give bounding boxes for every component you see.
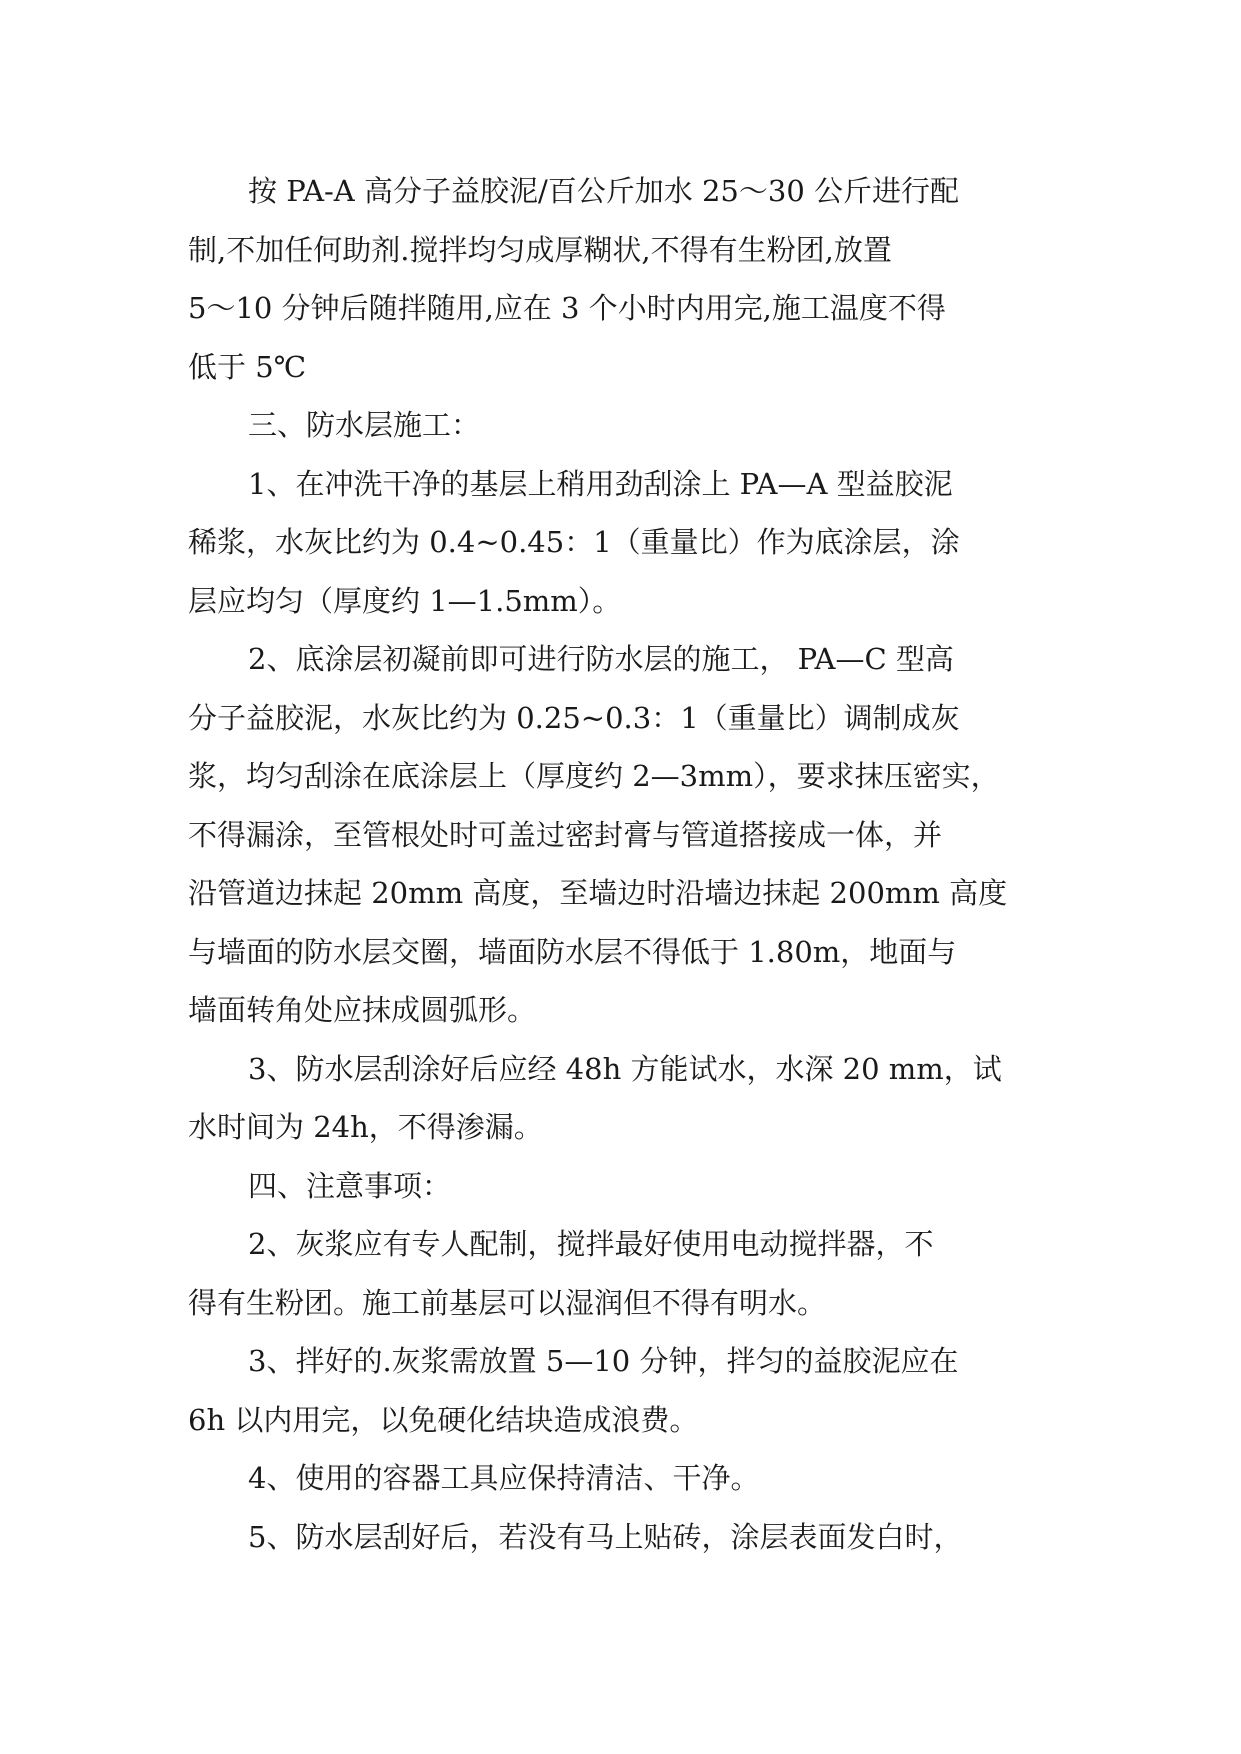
text-line: 沿管道边抹起 20mm 高度，至墙边时沿墙边抹起 200mm 高度 xyxy=(188,876,1008,910)
text-line: 墙面转角处应抹成圆弧形。 xyxy=(188,993,537,1027)
paragraph-precaution-2 xyxy=(188,1215,1056,1332)
paragraph-step-2 xyxy=(188,630,1056,1040)
heading-text: 三、防水层施工： xyxy=(248,408,481,442)
text-line: 3、拌好的.灰浆需放置 5—10 分钟，拌匀的益胶泥应在 xyxy=(248,1344,959,1378)
section-heading-waterproof-construction xyxy=(188,396,1056,455)
text-line: 浆，均匀刮涂在底涂层上（厚度约 2—3mm），要求抹压密实， xyxy=(188,759,1000,793)
text-line: 5～10 分钟后随拌随用,应在 3 个小时内用完,施工温度不得 xyxy=(188,291,946,325)
paragraph-precaution-4 xyxy=(188,1449,1056,1508)
text-line: 稀浆，水灰比约为 0.4~0.45：1（重量比）作为底涂层，涂 xyxy=(188,525,960,559)
text-line: 水时间为 24h，不得渗漏。 xyxy=(188,1110,543,1144)
text-line: 1、在冲洗干净的基层上稍用劲刮涂上 PA—A 型益胶泥 xyxy=(248,466,953,501)
text-line: 制,不加任何助剂.搅拌均匀成厚糊状,不得有生粉团,放置 xyxy=(188,232,892,267)
text-line: 得有生粉团。施工前基层可以湿润但不得有明水。 xyxy=(188,1285,827,1320)
paragraph-step-1 xyxy=(188,455,1056,631)
paragraph-precaution-5 xyxy=(188,1508,1056,1567)
text-line: 6h 以内用完，以免硬化结块造成浪费。 xyxy=(188,1402,699,1437)
text-line: 分子益胶泥，水灰比约为 0.25~0.3：1（重量比）调制成灰 xyxy=(188,700,960,735)
text-line: 低于 5℃ xyxy=(188,349,307,384)
document-page xyxy=(188,162,1056,1566)
text-line: 3、防水层刮涂好后应经 48h 方能试水，水深 20 mm，试 xyxy=(248,1051,1002,1086)
paragraph-mixing-instructions xyxy=(188,162,1056,396)
section-heading-precautions xyxy=(188,1157,1056,1216)
text-line: 层应均匀（厚度约 1—1.5mm）。 xyxy=(188,583,622,618)
text-line: 与墙面的防水层交圈，墙面防水层不得低于 1.80m，地面与 xyxy=(188,934,957,969)
heading-text: 四、注意事项： xyxy=(248,1168,452,1203)
paragraph-step-3 xyxy=(188,1040,1056,1157)
text-line: 4、使用的容器工具应保持清洁、干净。 xyxy=(248,1461,760,1495)
text-line: 2、底涂层初凝前即可进行防水层的施工， PA—C 型高 xyxy=(248,642,954,676)
paragraph-precaution-3 xyxy=(188,1332,1056,1449)
text-line: 2、灰浆应有专人配制，搅拌最好使用电动搅拌器，不 xyxy=(248,1227,934,1261)
text-line: 不得漏涂，至管根处时可盖过密封膏与管道搭接成一体，并 xyxy=(188,817,943,852)
text-line: 5、防水层刮好后，若没有马上贴砖，涂层表面发白时， xyxy=(248,1519,963,1554)
text-line: 按 PA-A 高分子益胶泥/百公斤加水 25～30 公斤进行配 xyxy=(248,174,959,208)
